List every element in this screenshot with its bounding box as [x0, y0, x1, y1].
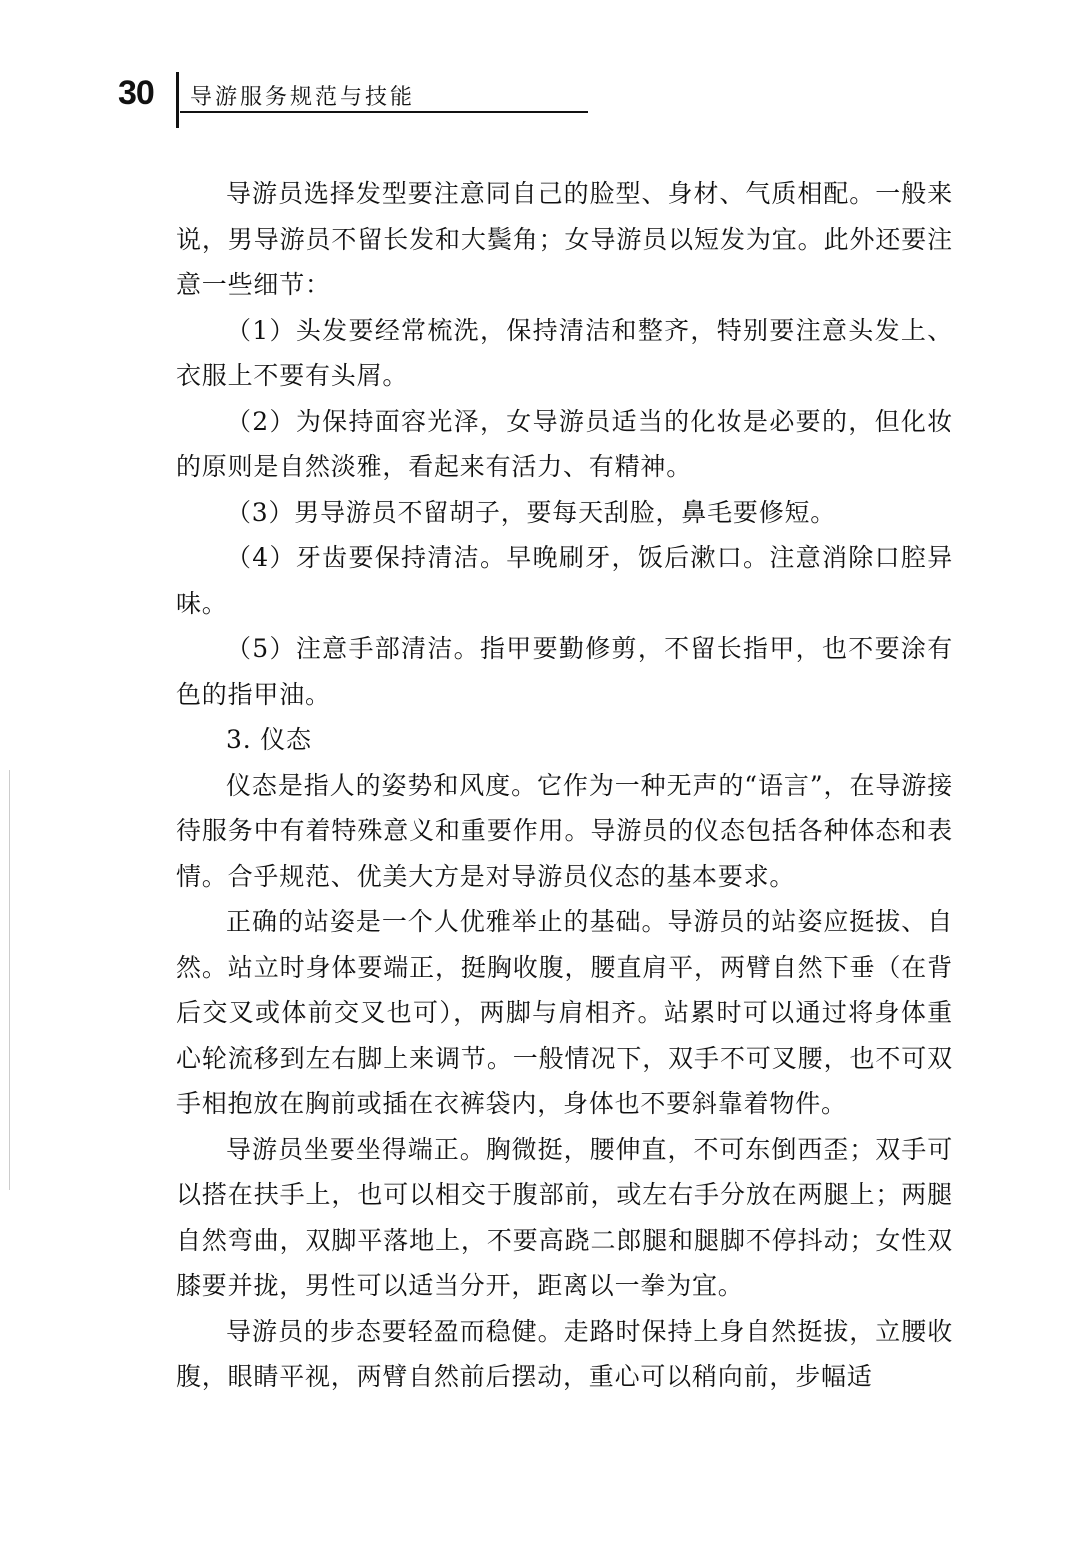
paragraph-sitting: 导游员坐要坐得端正。胸微挺，腰伸直，不可东倒西歪；双手可以搭在扶手上，也可以相交于腹部前，或左右手分放在两腿上；两腿自然弯曲，双脚平落地上，不要高跷二郎腿和腿脚不停抖动；女性双膝要并拢，男性可以适当分开，距离以一拳为宜。: [176, 1134, 953, 1300]
paragraph-walking: 导游员的步态要轻盈而稳健。走路时保持上身自然挺拔，立腰收腹，眼睛平视，两臂自然前后摆动，重心可以稍向前，步幅适: [176, 1316, 953, 1391]
running-title: 导游服务规范与技能: [190, 85, 416, 110]
page-number: 30: [118, 74, 154, 112]
paragraph-standing: 正确的站姿是一个人优雅举止的基础。导游员的站姿应挺拔、自然。站立时身体要端正，挺胸收腹，腰直肩平，两臂自然下垂（在背后交叉或体前交叉也可），两脚与肩相齐。站累时可以通过将身体重心轮流移到左右脚上来调节。一般情况下，双手不可叉腰，也不可双手相抱放在胸前或插在衣裤袋内，身体也不要斜靠着物件。: [176, 907, 953, 1118]
body-text: [176, 171, 953, 1400]
list-item-teeth: （4）牙齿要保持清洁。早晚刷牙，饭后漱口。注意消除口腔异味。: [176, 543, 953, 618]
paragraph-demeanor: 仪态是指人的姿势和风度。它作为一种无声的“语言”，在导游接待服务中有着特殊意义和重要作用。导游员的仪态包括各种体态和表情。合乎规范、优美大方是对导游员仪态的基本要求。: [176, 770, 953, 891]
list-item-hair-washing: （1）头发要经常梳洗，保持清洁和整齐，特别要注意头发上、衣服上不要有头屑。: [176, 315, 953, 390]
header-vertical-rule: [176, 72, 179, 128]
list-item-hands: （5）注意手部清洁。指甲要勤修剪，不留长指甲，也不要涂有色的指甲油。: [176, 634, 953, 709]
section-heading-demeanor: 3. 仪态: [226, 725, 312, 754]
paragraph-hairstyle: 导游员选择发型要注意同自己的脸型、身材、气质相配。一般来说，男导游员不留长发和大鬓角；女导游员以短发为宜。此外还要注意一些细节：: [176, 179, 953, 299]
scan-margin-line: [9, 770, 10, 1190]
list-item-makeup: （2）为保持面容光泽，女导游员适当的化妆是必要的，但化妆的原则是自然淡雅，看起来有活力、有精神。: [176, 406, 953, 481]
list-item-shaving: （3）男导游员不留胡子，要每天刮脸，鼻毛要修短。: [226, 497, 837, 527]
header-horizontal-rule: [180, 111, 588, 113]
